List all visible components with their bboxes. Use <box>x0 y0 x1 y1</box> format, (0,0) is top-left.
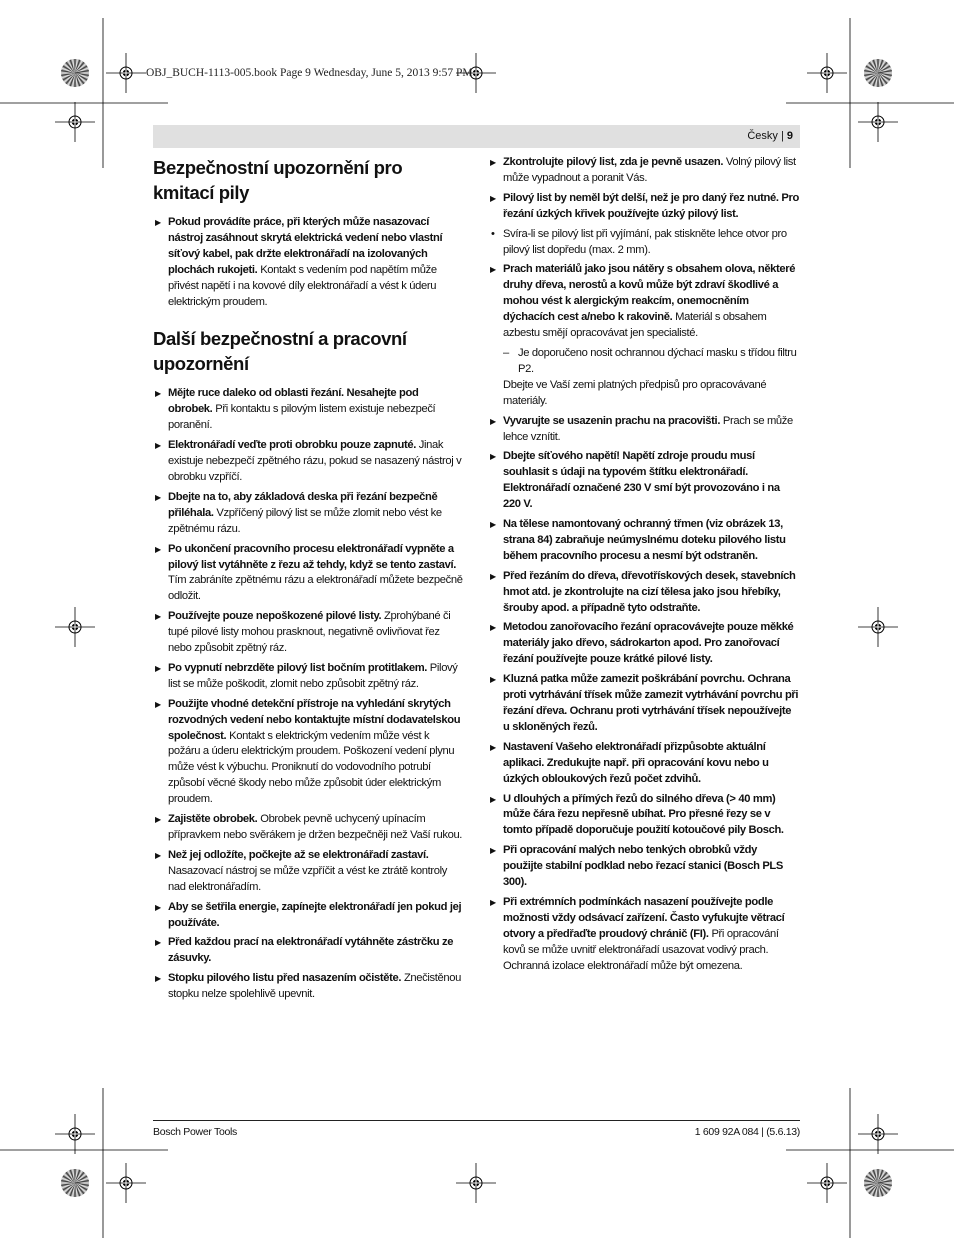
item-text: Při kontaktu s pilovým listem existuje nebezpečí poranění. <box>168 403 436 432</box>
list-item <box>488 414 799 446</box>
crop-line <box>786 103 954 106</box>
item-bold: Při opracování malých nebo tenkých obrobků vždy použijte stabilní podklad nebo řezací stanici (Bosch PLS 300). <box>503 844 784 889</box>
note-blade-release <box>491 227 799 259</box>
registration-crosshair-icon <box>105 1162 147 1204</box>
header-language: Česky <box>747 130 778 142</box>
heading-additional-safety: Další bezpečnostní a pracovní upozornění <box>153 328 407 375</box>
header-separator: | <box>780 130 784 142</box>
item-bold: Používejte pouze nepoškozené pilové listy. <box>168 610 382 623</box>
registration-crosshair-icon <box>105 52 147 94</box>
left-column <box>153 155 464 1007</box>
item-bold: Stopku pilového listu před nasazením očistěte. <box>168 972 402 985</box>
crop-line <box>786 1150 954 1153</box>
item-bold: Dbejte na to, aby základová deska při řezání bezpečně přiléhala. <box>168 490 438 519</box>
item-bold: Před každou prací na elektronářadí vytáhněte zástrčku ze zásuvky. <box>168 936 454 965</box>
list-item <box>153 438 464 486</box>
crop-line <box>850 1088 853 1240</box>
item-text: Volný pilový list může vypadnout a poranit Vás. <box>503 156 796 184</box>
heading-oscillating-saw-safety: Bezpečnostní upozornění pro kmitací pily <box>153 157 403 203</box>
item-bold: Mějte ruce daleko od oblasti řezání. Nesahejte pod obrobek. <box>168 387 419 416</box>
right-column <box>488 155 799 979</box>
registration-crosshair-icon <box>54 101 96 143</box>
page-number: 9 <box>786 130 793 142</box>
list-item <box>153 490 464 538</box>
crop-line <box>103 1088 106 1240</box>
item-text: Kontakt s elektrickým vedením může vést k požáru a úderu elektrickým proudem. Poškození vedení plynu může vést k výbuchu. Proniknutí do vodovodního potrubí způsobí věcné škody nebo může způsobit úder elektrickým proudem. <box>168 729 455 806</box>
item-bold: U dlouhých a přímých řezů do silného dřeva (> 40 mm) může čára řezu nepřesně ubíhat. Pro přesné řezy se v tomto případě doporučuje použití kotoučové pily Bosch. <box>503 792 784 837</box>
registration-crosshair-icon <box>857 101 899 143</box>
item-bold: Po vypnutí nebrzděte pilový list bočním protitlakem. <box>168 661 428 674</box>
note-blade-text: Svíra-li se pilový list při vyjímání, pak stiskněte lehce otvor pro pilový list dopředu (max. 2 mm). <box>503 227 787 256</box>
item-text: Pilový list se může poškodit, zlomit nebo způsobit zpětný ráz. <box>168 661 458 690</box>
item-bold: Při extrémních podmínkách nasazení používejte podle možnosti vždy odsávací zařízení. Často vyfukujte větrací otvory a předřaďte proudový chránič (FI). <box>503 895 785 940</box>
list-item <box>153 215 464 310</box>
item-bold: Elektronářadí veďte proti obrobku pouze zapnuté. <box>168 439 416 452</box>
list-item <box>488 569 799 617</box>
crop-line <box>850 18 853 170</box>
item-text: Kontakt s vedením pod napětím může přivést napětí i na kovové díly elektronářadí a vést k úderu elektrickým proudem. <box>168 263 437 308</box>
registration-starburst-icon <box>863 1168 893 1198</box>
item-bold: Vyvarujte se usazenin prachu na pracovišti. <box>503 414 721 427</box>
list-item <box>488 843 799 891</box>
list-item <box>153 609 464 657</box>
item-text: Nasazovací nástroj se může vzpříčit a vést ke ztrátě kontroly nad elektronářadím. <box>168 864 447 893</box>
list-item <box>153 971 464 1003</box>
list-item <box>153 900 464 932</box>
item-text: Jinak existuje nebezpečí zpětného rázu, pokud se nasazený nástroj v obrobku vzpříčí. <box>168 439 462 483</box>
list-item <box>488 155 799 187</box>
item-bold: Zajistěte obrobek. <box>168 813 258 826</box>
list-item <box>153 697 464 808</box>
item-bold: Na tělese namontovaný ochranný třmen (viz obrázek 13, strana 84) zabraňuje neúmyslnému doteku pilového listu během pracovního procesu a nesmí být odstraněn. <box>503 518 786 562</box>
item-bold: Po ukončení pracovního procesu elektronářadí vypněte a pilový list vytáhněte z řezu až tehdy, když se tento zastaví. <box>168 542 457 571</box>
registration-crosshair-icon <box>54 1113 96 1155</box>
list-item <box>153 848 464 896</box>
item-text: Zprohýbané či tupé pilové listy mohou prasknout, negativně ovlivňovat řez nebo způsobit zpětný ráz. <box>168 610 451 655</box>
safety-list-2 <box>153 386 464 1003</box>
item-bold: Aby se šetřila energie, zapínejte elektronářadí jen pokud jej používáte. <box>168 900 462 929</box>
page-header <box>153 125 800 148</box>
print-slug: OBJ_BUCH-1113-005.book Page 9 Wednesday, June 5, 2013 9:57 PM <box>146 67 473 79</box>
list-item <box>488 895 799 975</box>
list-item <box>488 792 799 840</box>
item-bold: Než jej odložíte, počkejte až se elektronářadí zastaví. <box>168 848 429 861</box>
item-text: Prach se může lehce vznítit. <box>503 414 793 443</box>
item-text: Vzpříčený pilový list se může zlomit nebo vést ke zpětnému rázu. <box>168 506 442 535</box>
list-item <box>488 262 799 342</box>
item-bold: Použijte vhodné detekční přístroje na vyhledání skrytých rozvodných vedení nebo kontaktujte místní dodavatelskou společnost. <box>168 697 461 742</box>
footer-brand: Bosch Power Tools <box>153 1126 238 1138</box>
safety-list-dust <box>488 262 799 342</box>
list-item <box>488 672 799 736</box>
list-item <box>488 517 799 565</box>
item-text: Obrobek pevně uchycený upínacím přípravkem nebo svěrákem je držen bezpečněji než Vaší rukou. <box>168 813 463 841</box>
registration-crosshair-icon <box>455 1162 497 1204</box>
list-item <box>153 935 464 967</box>
registration-crosshair-icon <box>806 1162 848 1204</box>
item-bold: Pilový list by neměl být delší, než je pro daný řez nutné. Pro řezání úzkých křivek používejte úzký pilový list. <box>503 191 799 220</box>
dust-regulations-note: Dbejte ve Vaší zemi platných předpisů pro opracovávané materiály. <box>503 378 767 407</box>
item-bold: Pokud provádíte práce, při kterých může nasazovací nástroj zasáhnout skrytá elektrická vedení nebo vlastní síťový kabel, pak držte elektronářadí na izolovaných plochách rukojeti. <box>168 216 443 276</box>
safety-list-1 <box>153 215 464 310</box>
list-item <box>153 542 464 606</box>
item-bold: Dbejte síťového napětí! Napětí zdroje proudu musí souhlasit s údaji na typovém štítku elektronářadí. Elektronářadí označené 230 V smí být provozováno i na 220 V. <box>503 450 780 511</box>
item-bold: Metodou zanořovacího řezání opracovávejte pouze měkké materiály jako dřevo, sádrokarton apod. Pro zanořovací řezání používejte pouze krátké pilové listy. <box>503 621 794 666</box>
registration-crosshair-icon <box>54 606 96 648</box>
list-item <box>153 661 464 693</box>
item-text: Materiál s obsahem azbestu smějí opracovávat jen specialisté. <box>503 311 767 340</box>
crop-line <box>0 103 170 106</box>
item-bold: Před řezáním do dřeva, dřevotřískových desek, stavebních hmot atd. je zkontrolujte na cizí tělesa jako jsou hřebíky, šrouby apod. a případně tyto odstraňte. <box>503 569 796 614</box>
safety-list-4 <box>488 414 799 975</box>
list-item <box>488 620 799 668</box>
list-item <box>488 740 799 788</box>
registration-starburst-icon <box>863 58 893 88</box>
item-bold: Zkontrolujte pilový list, zda je pevně usazen. <box>503 156 724 168</box>
registration-starburst-icon <box>60 58 90 88</box>
list-item <box>153 812 464 844</box>
crop-line <box>103 18 106 170</box>
note-bullet: • <box>491 227 495 240</box>
registration-crosshair-icon <box>806 52 848 94</box>
item-text: Při opracování kovů se může uvnitř elektronářadí usazovat vodivý prach. Ochranná izolace elektronářadí může být omezena. <box>503 927 779 972</box>
dust-mask-recommendation: – Je doporučeno nosit ochrannou dýchací masku s třídou filtru P2. <box>488 346 799 378</box>
footer-doc-number: 1 609 92A 084 | (5.6.13) <box>694 1126 800 1138</box>
item-text: Tím zabráníte zpětnému rázu a elektronářadí můžete bezpečně odložit. <box>168 574 463 603</box>
list-item <box>488 191 799 223</box>
registration-crosshair-icon <box>857 1113 899 1155</box>
item-bold: Nastavení Vašeho elektronářadí přizpůsobte aktuální aplikaci. Zredukujte např. při opracování kovu nebo u úzkých obloukových řezů počet zdvihů. <box>503 740 769 785</box>
list-item <box>488 449 799 513</box>
registration-starburst-icon <box>60 1168 90 1198</box>
header-language-page <box>747 130 793 142</box>
item-bold: Prach materiálů jako jsou nátěry s obsahem olova, některé druhy dřeva, nerostů a kovů může být zdraví škodlivé a mohou vést k alergickým reakcím, onemocněním dýchacích cest a/nebo k rakovině. <box>503 263 796 324</box>
list-item <box>153 386 464 434</box>
safety-list-3 <box>488 155 799 223</box>
item-bold: Kluzná patka může zamezit poškrábání povrchu. Ochrana proti vytrhávání třísek může zamezit vytrhávání povrchu při řezání dřeva. Ochranu proti vytrhávání třísek nepoužívejte u skloněných řezů. <box>503 673 799 733</box>
crop-line <box>0 1150 170 1153</box>
registration-crosshair-icon <box>857 606 899 648</box>
item-text: Znečistěnou stopku nelze spolehlivě upevnit. <box>168 972 462 1001</box>
footer-rule <box>153 1120 800 1121</box>
